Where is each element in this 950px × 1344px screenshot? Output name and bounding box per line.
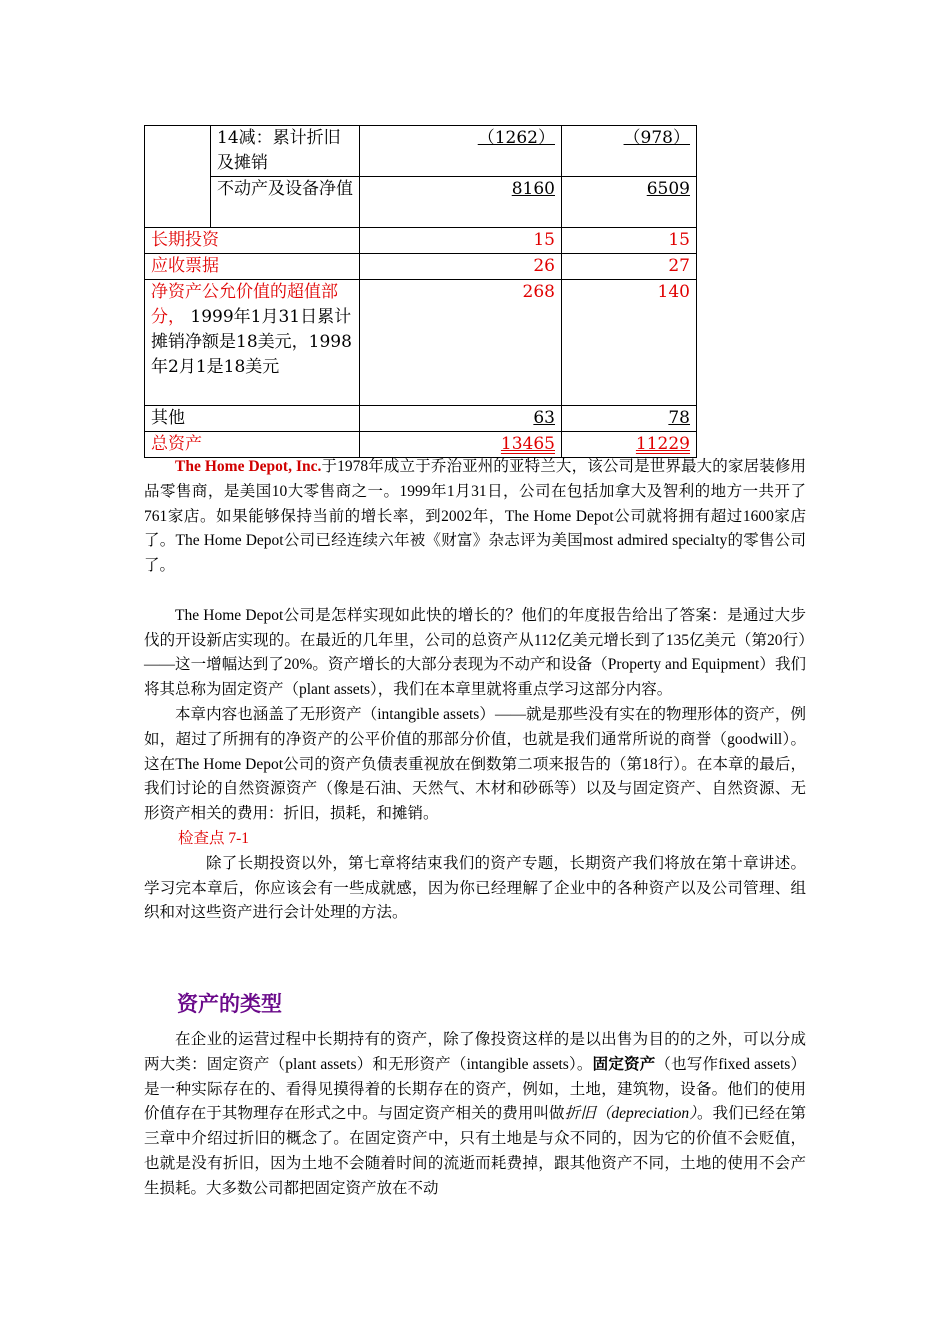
value-1998: 15 — [562, 228, 697, 254]
value-1999: 26 — [360, 254, 562, 280]
paragraph-summary: 除了长期投资以外，第七章将结束我们的资产专题，长期资产我们将放在第十章讲述。学习完本章后，你应该会有一些成就感，因为你已经理解了企业中的各种资产以及公司管理、组织和对这些资产进行会计处理的方法。 — [144, 854, 806, 922]
paragraph-intro: The Home Depot, Inc.于1978年成立于乔治亚州的亚特兰大，该公司是世界最大的家居装修用品零售商，是美国10大零售商之一。1999年1月31日，公司在包括加拿大及智利的地方一共开了761家店。如果能够保持当前的增长率，到2002年，The Home Depot公司就将拥有超过1600家店了。The Home Depot公司已经连续六年被《财富》杂志评为美国most admired specialty的零售公司了。 — [144, 458, 806, 575]
body-text-block-2 — [144, 1028, 806, 1202]
value-1999: 13465 — [360, 432, 562, 458]
row-label: 总资产 — [145, 432, 360, 458]
body-text-block-1 — [144, 455, 806, 926]
value-1999: （1262） — [360, 126, 562, 177]
table-row — [145, 177, 697, 228]
blank-line — [144, 579, 806, 604]
row-label — [145, 280, 360, 406]
value-1998: 140 — [562, 280, 697, 406]
value-1998: 11229 — [562, 432, 697, 458]
value-1998: 27 — [562, 254, 697, 280]
paragraph-asset-types: 在企业的运营过程中长期持有的资产，除了像投资这样的是以出售为目的的之外，可以分成两大类：固定资产（plant assets）和无形资产（intangible assets）。固定资产（也写作fixed assets）是一种实际存在的、看得见摸得着的长期存在的资产，例如，土地，建筑物，设备。他们的使用价值存在于其物理存在形式之中。与固定资产相关的费用叫做折旧（depreciation）。我们已经在第三章中介绍过折旧的概念了。在固定资产中，只有土地是与众不同的，因为它的价值不会贬值，也就是没有折旧，因为土地不会随着时间的流逝而耗费掉，跟其他资产不同，土地的使用不会产生损耗。大多数公司都把固定资产放在不动 — [144, 1031, 806, 1197]
company-name: The Home Depot, Inc. — [175, 458, 322, 475]
table-row — [145, 432, 697, 458]
value-1999: 15 — [360, 228, 562, 254]
checkpoint-label: 检查点 7-1 — [178, 829, 250, 847]
row-label: 14减：累计折旧及摊销 — [211, 126, 360, 177]
row-label: 其他 — [145, 406, 360, 432]
table-row — [145, 280, 697, 406]
value-1998: 78 — [562, 406, 697, 432]
row-label: 长期投资 — [145, 228, 360, 254]
paragraph-intangibles: 本章内容也涵盖了无形资产（intangible assets）——就是那些没有实在的物理形体的资产，例如，超过了所拥有的净资产的公平价值的那部分价值，也就是我们通常所说的商誉（goodwill）。这在The Home Depot公司的资产负债表重视放在倒数第二项来报告的（第18行）。在本章的最后，我们讨论的自然资源资产（像是石油、天然气、木材和砂砾等）以及与固定资产、自然资源、无形资产相关的费用：折旧，损耗，和摊销。 — [144, 705, 806, 823]
value-1999: 63 — [360, 406, 562, 432]
value-1998: 6509 — [562, 177, 697, 228]
table-row — [145, 126, 697, 177]
table-row — [145, 228, 697, 254]
section-heading: 资产的类型 — [177, 992, 282, 1016]
balance-sheet-table — [144, 125, 697, 458]
value-1999: 268 — [360, 280, 562, 406]
italic-term: 折旧（depreciation） — [564, 1105, 698, 1123]
table-cell-blank — [145, 126, 211, 228]
value-1999: 8160 — [360, 177, 562, 228]
bold-term: 固定资产 — [592, 1055, 656, 1073]
value-1998: （978） — [562, 126, 697, 177]
row-label-note: 1999年1月31日累计摊销净额是18美元，1998年2月1是18美元 — [151, 307, 352, 377]
row-label-red: 净资产公允价值的超值部分， — [151, 282, 338, 327]
table-row — [145, 254, 697, 280]
row-label: 不动产及设备净值 — [211, 177, 360, 228]
table-row — [145, 406, 697, 432]
row-label: 应收票据 — [145, 254, 360, 280]
paragraph-growth: The Home Depot公司是怎样实现如此快的增长的？他们的年度报告给出了答案：是通过大步伐的开设新店实现的。在最近的几年里，公司的总资产从112亿美元增长到了135亿美元（第20行）——这一增幅达到了20%。资产增长的大部分表现为不动产和设备（Property and Equipment）我们将其总称为固定资产（plant assets），我们在本章里就将重点学习这部分内容。 — [144, 606, 806, 699]
